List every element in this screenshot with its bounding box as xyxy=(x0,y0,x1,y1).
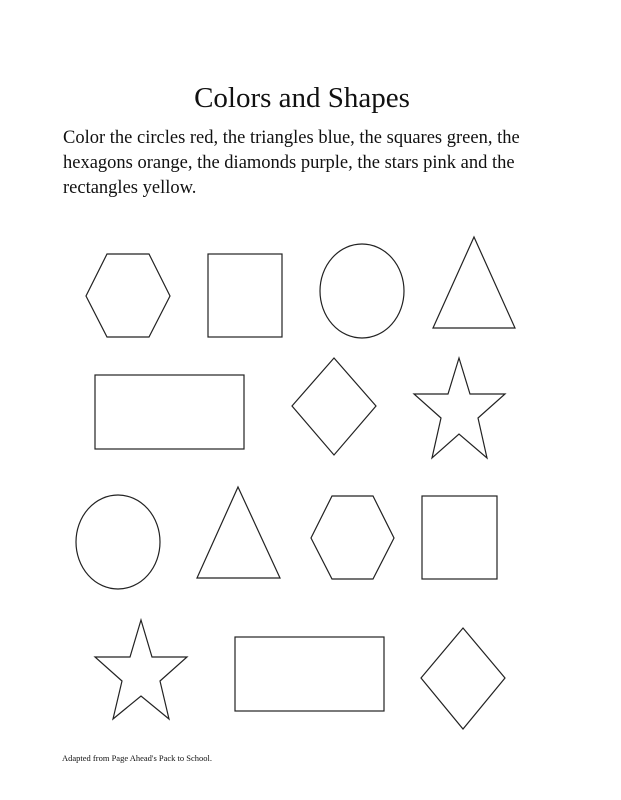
rectangle-shape-1 xyxy=(95,375,244,449)
hexagon-shape-2 xyxy=(311,496,394,579)
credit-note: Adapted from Page Ahead's Pack to School. xyxy=(62,753,213,763)
square-shape-1 xyxy=(208,254,282,337)
diamond-shape-1 xyxy=(292,358,376,455)
page-title: Colors and Shapes xyxy=(194,82,410,114)
diamond-shape-2 xyxy=(421,628,505,729)
rectangle-shape-3 xyxy=(235,637,384,711)
instructions-text: Color the circles red, the triangles blue, the squares green, the hexagons orange, the diamonds purple, the stars pink and the rectangles yellow. xyxy=(63,128,520,198)
hexagon-shape-1 xyxy=(86,254,170,337)
circle-shape-2 xyxy=(76,495,160,589)
triangle-shape-2 xyxy=(197,487,280,578)
triangle-shape-1 xyxy=(433,237,515,328)
circle-shape-1 xyxy=(320,244,404,338)
rectangle-shape-2 xyxy=(422,496,497,579)
star-shape-1 xyxy=(414,358,505,458)
star-shape-2 xyxy=(95,620,187,719)
